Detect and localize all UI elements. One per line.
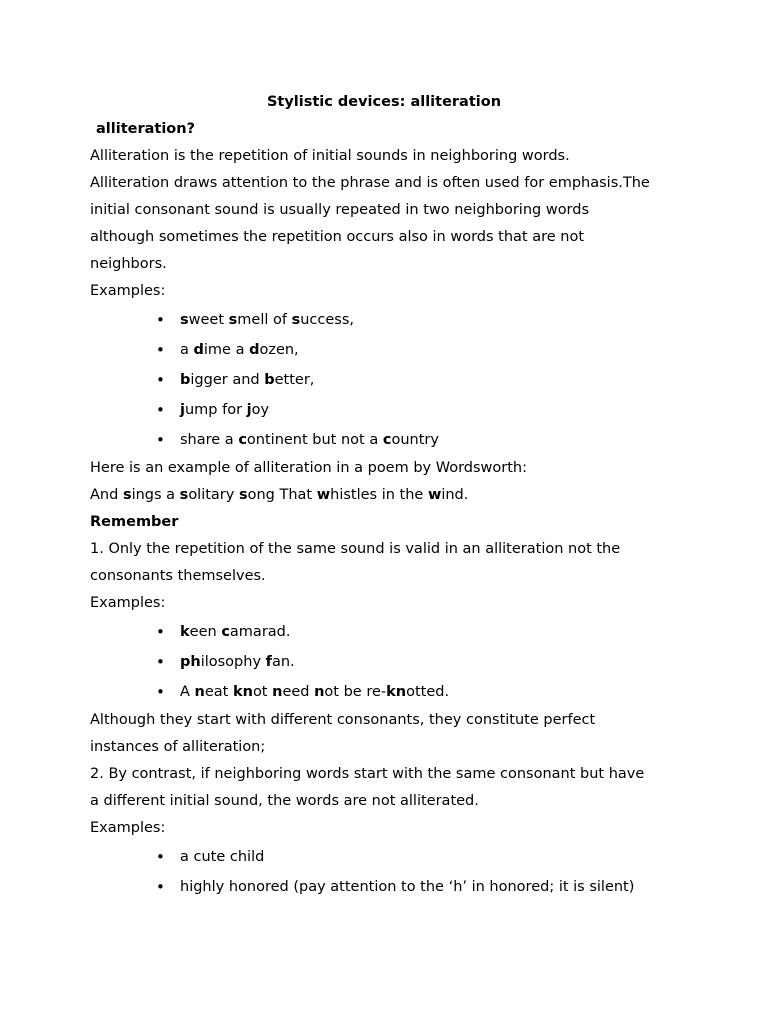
emphasized-letters: n	[194, 684, 205, 700]
emphasized-letters: kn	[232, 684, 253, 700]
emphasized-letters: c	[238, 432, 247, 448]
emphasized-letters: n	[314, 684, 325, 700]
definition-line: Alliteration is the repetition of initial sounds in neighboring words.	[90, 148, 570, 164]
emphasized-letters: ph	[180, 654, 201, 670]
conclusion-1-paragraph	[90, 707, 690, 761]
list-item	[90, 365, 690, 395]
emphasized-letters: kn	[386, 684, 407, 700]
emphasized-letters: w	[316, 487, 331, 503]
definition-paragraph	[90, 143, 690, 278]
list-item	[90, 335, 690, 365]
list-item	[90, 647, 690, 677]
emphasized-letters: j	[246, 402, 252, 418]
list-item	[90, 395, 690, 425]
examples-label: Examples:	[90, 283, 166, 299]
bullet-icon: •	[156, 311, 165, 329]
emphasized-letters: s	[180, 312, 189, 328]
emphasized-letters: c	[382, 432, 392, 448]
emphasized-letters: s	[228, 312, 238, 328]
document-page	[90, 88, 690, 902]
rule-1-paragraph	[90, 536, 690, 590]
bullet-icon: •	[156, 848, 165, 866]
conclusion-1-line: instances of alliteration;	[90, 739, 266, 755]
examples-label: Examples:	[90, 595, 166, 611]
definition-line: although sometimes the repetition occurs also in words that are not	[90, 229, 585, 245]
emphasized-letters: s	[179, 487, 189, 503]
bullet-icon: •	[156, 341, 165, 359]
bullet-icon: •	[156, 623, 165, 641]
definition-line: neighbors.	[90, 256, 167, 272]
list-item-text: jump for joy	[180, 402, 270, 418]
emphasized-letters: b	[180, 372, 191, 388]
list-item-text: a dime a dozen,	[180, 342, 299, 358]
rule-2-paragraph	[90, 761, 690, 815]
list-item	[90, 617, 690, 647]
examples-list-2	[90, 617, 690, 707]
wordsworth-quote: And sings a solitary song That whistles in the wind.	[90, 487, 469, 503]
definition-line: Alliteration draws attention to the phrase and is often used for emphasis.The	[90, 175, 650, 191]
conclusion-1-line: Although they start with different consonants, they constitute perfect	[90, 712, 596, 728]
list-item	[90, 425, 690, 455]
emphasized-letters: j	[180, 402, 185, 418]
list-item	[90, 677, 690, 707]
emphasized-letters: n	[272, 684, 283, 700]
examples-list-3	[90, 842, 690, 902]
list-item-text: highly honored (pay attention to the ‘h’ in honored; it is silent)	[180, 879, 635, 895]
bullet-icon: •	[156, 683, 165, 701]
emphasized-letters: s	[238, 487, 248, 503]
examples-label: Examples:	[90, 820, 166, 836]
emphasized-letters: k	[180, 624, 190, 640]
list-item-text: philosophy fan.	[180, 654, 295, 670]
list-item	[90, 842, 690, 872]
list-item	[90, 872, 690, 902]
examples-list-1	[90, 305, 690, 455]
list-item-text: a cute child	[180, 849, 265, 865]
list-item-text: share a continent but not a country	[180, 432, 439, 448]
list-item-text: keen camarad.	[180, 624, 291, 640]
emphasized-letters: s	[291, 312, 301, 328]
remember-heading: Remember	[90, 514, 179, 530]
emphasized-letters: f	[265, 654, 272, 670]
bullet-icon: •	[156, 653, 165, 671]
list-item-text: A neat knot need not be re-knotted.	[180, 684, 450, 700]
rule-2-line: 2. By contrast, if neighboring words start with the same consonant but have	[90, 766, 645, 782]
emphasized-letters: b	[264, 372, 275, 388]
rule-2-line: a different initial sound, the words are not alliterated.	[90, 793, 479, 809]
list-item	[90, 305, 690, 335]
document-subtitle: alliteration?	[96, 121, 195, 137]
definition-line: initial consonant sound is usually repeated in two neighboring words	[90, 202, 590, 218]
list-item-text: bigger and better,	[180, 372, 315, 388]
emphasized-letters: s	[122, 487, 132, 503]
bullet-icon: •	[156, 371, 165, 389]
emphasized-letters: w	[427, 487, 442, 503]
rule-1-line: consonants themselves.	[90, 568, 266, 584]
bullet-icon: •	[156, 431, 165, 449]
list-item-text: sweet smell of success,	[180, 312, 355, 328]
emphasized-letters: d	[193, 342, 204, 358]
bullet-icon: •	[156, 401, 165, 419]
bullet-icon: •	[156, 878, 165, 896]
emphasized-letters: c	[221, 624, 230, 640]
emphasized-letters: d	[249, 342, 260, 358]
wordsworth-intro: Here is an example of alliteration in a poem by Wordsworth:	[90, 460, 528, 476]
document-title: Stylistic devices: alliteration	[266, 94, 502, 110]
rule-1-line: 1. Only the repetition of the same sound is valid in an alliteration not the	[90, 541, 621, 557]
